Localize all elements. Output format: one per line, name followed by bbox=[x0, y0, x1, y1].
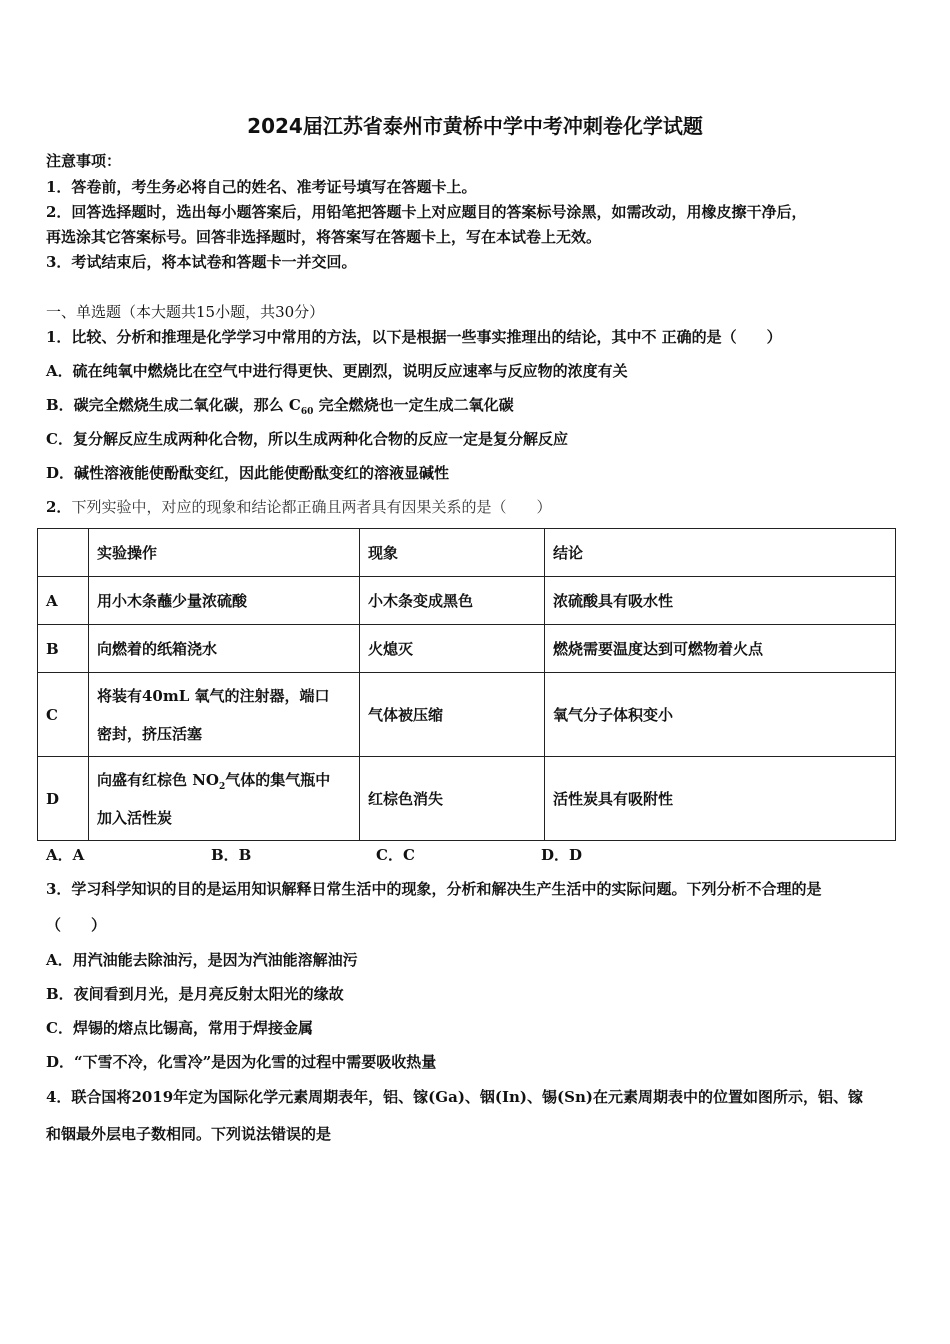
q3-option-d: D．“下雪不冷，化雪冷”是因为化雪的过程中需要吸收热量 bbox=[46, 1053, 437, 1071]
q3-option-c: C．焊锡的熔点比锡高，常用于焊接金属 bbox=[46, 1019, 313, 1037]
row-phenomenon: 红棕色消失 bbox=[360, 757, 545, 841]
row-operation-line bbox=[97, 761, 351, 799]
q4-stem: 4．联合国将2019年定为国际化学元素周期表年，铝、镓(Ga)、铟(In)、锡(Sn)在元素周期表中的位置如图所示，铝、镓 bbox=[46, 1088, 863, 1106]
row-label: A bbox=[38, 577, 89, 625]
table-header-cell: 结论 bbox=[545, 529, 896, 577]
row-operation-line: 将装有40mL 氧气的注射器，端口 bbox=[97, 686, 330, 705]
row-phenomenon: 火熄灭 bbox=[360, 625, 545, 673]
experiment-table bbox=[37, 528, 896, 841]
notice-item: 再选涂其它答案标号。回答非选择题时，将答案写在答题卡上，写在本试卷上无效。 bbox=[46, 228, 602, 246]
table-header-cell: 实验操作 bbox=[89, 529, 360, 577]
page-title: 2024届江苏省泰州市黄桥中学中考冲刺卷化学试题 bbox=[247, 114, 703, 138]
row-operation-sub: 2 bbox=[219, 781, 226, 792]
row-operation-pre: 向盛有红棕色 NO bbox=[97, 770, 220, 789]
q1-option-b-post: 完全燃烧也一定生成二氧化碳 bbox=[313, 396, 514, 414]
row-label: B bbox=[38, 625, 89, 673]
table-header-cell: 现象 bbox=[360, 529, 545, 577]
q1-option-d: D．碱性溶液能使酚酞变红，因此能使酚酞变红的溶液显碱性 bbox=[46, 464, 450, 482]
q1-option-b-pre: B．碳完全燃烧生成二氧化碳，那么 C bbox=[46, 396, 301, 414]
q2-stem-text: 下列实验中，对应的现象和结论都正确且两者具有因果关系的是（ ） bbox=[71, 498, 552, 516]
row-label: D bbox=[38, 757, 89, 841]
q1-option-a: A．硫在纯氧中燃烧比在空气中进行得更快、更剧烈，说明反应速率与反应物的浓度有关 bbox=[46, 362, 628, 380]
row-conclusion: 氧气分子体积变小 bbox=[545, 673, 896, 757]
q2-stem bbox=[46, 497, 551, 517]
q1-option-b-sub: 60 bbox=[300, 407, 314, 417]
row-operation: 向燃着的纸箱浇水 bbox=[89, 625, 360, 673]
notice-item: 3．考试结束后，将本试卷和答题卡一并交回。 bbox=[46, 253, 357, 271]
table-row bbox=[38, 757, 896, 841]
row-operation bbox=[89, 673, 360, 757]
row-operation bbox=[89, 757, 360, 841]
row-phenomenon: 气体被压缩 bbox=[360, 673, 545, 757]
table-header-cell bbox=[38, 529, 89, 577]
notice-heading: 注意事项： bbox=[46, 152, 122, 170]
q2-option: D．D bbox=[541, 846, 583, 864]
row-operation-line: 加入活性炭 bbox=[97, 808, 173, 827]
q2-option: A．A bbox=[46, 846, 85, 864]
q2-number: 2． bbox=[46, 498, 72, 516]
notice-item: 1．答卷前，考生务必将自己的姓名、准考证号填写在答题卡上。 bbox=[46, 178, 477, 196]
row-conclusion: 燃烧需要温度达到可燃物着火点 bbox=[545, 625, 896, 673]
section-heading: 一、单选题（本大题共15小题，共30分） bbox=[46, 303, 325, 321]
row-phenomenon: 小木条变成黑色 bbox=[360, 577, 545, 625]
row-operation-post: 气体的集气瓶中 bbox=[225, 770, 331, 789]
q1-option-b bbox=[46, 395, 514, 415]
q1-stem: 1．比较、分析和推理是化学学习中常用的方法，以下是根据一些事实推理出的结论，其中不 正确的是（ ） bbox=[46, 328, 782, 346]
q2-option: B．B bbox=[211, 846, 252, 864]
row-label: C bbox=[38, 673, 89, 757]
notice-item: 2．回答选择题时，选出每小题答案后，用铅笔把答题卡上对应题目的答案标号涂黑，如需改动，用橡皮擦干净后， bbox=[46, 203, 807, 221]
table-header-row bbox=[38, 529, 896, 577]
q3-option-a: A．用汽油能去除油污，是因为汽油能溶解油污 bbox=[46, 951, 358, 969]
q3-stem: 3．学习科学知识的目的是运用知识解释日常生活中的现象，分析和解决生产生活中的实际问题。下列分析不合理的是 bbox=[46, 880, 822, 898]
table-row bbox=[38, 577, 896, 625]
row-operation-line: 密封，挤压活塞 bbox=[97, 724, 203, 743]
q3-stem-cont: （ ） bbox=[46, 916, 107, 934]
table-row bbox=[38, 673, 896, 757]
table-row bbox=[38, 625, 896, 673]
q3-option-b: B．夜间看到月光，是月亮反射太阳光的缘故 bbox=[46, 985, 344, 1003]
row-operation: 用小木条蘸少量浓硫酸 bbox=[89, 577, 360, 625]
q2-option: C．C bbox=[376, 846, 415, 864]
q1-option-c: C．复分解反应生成两种化合物，所以生成两种化合物的反应一定是复分解反应 bbox=[46, 430, 568, 448]
q4-stem-cont: 和铟最外层电子数相同。下列说法错误的是 bbox=[46, 1125, 332, 1143]
row-conclusion: 浓硫酸具有吸水性 bbox=[545, 577, 896, 625]
row-conclusion: 活性炭具有吸附性 bbox=[545, 757, 896, 841]
